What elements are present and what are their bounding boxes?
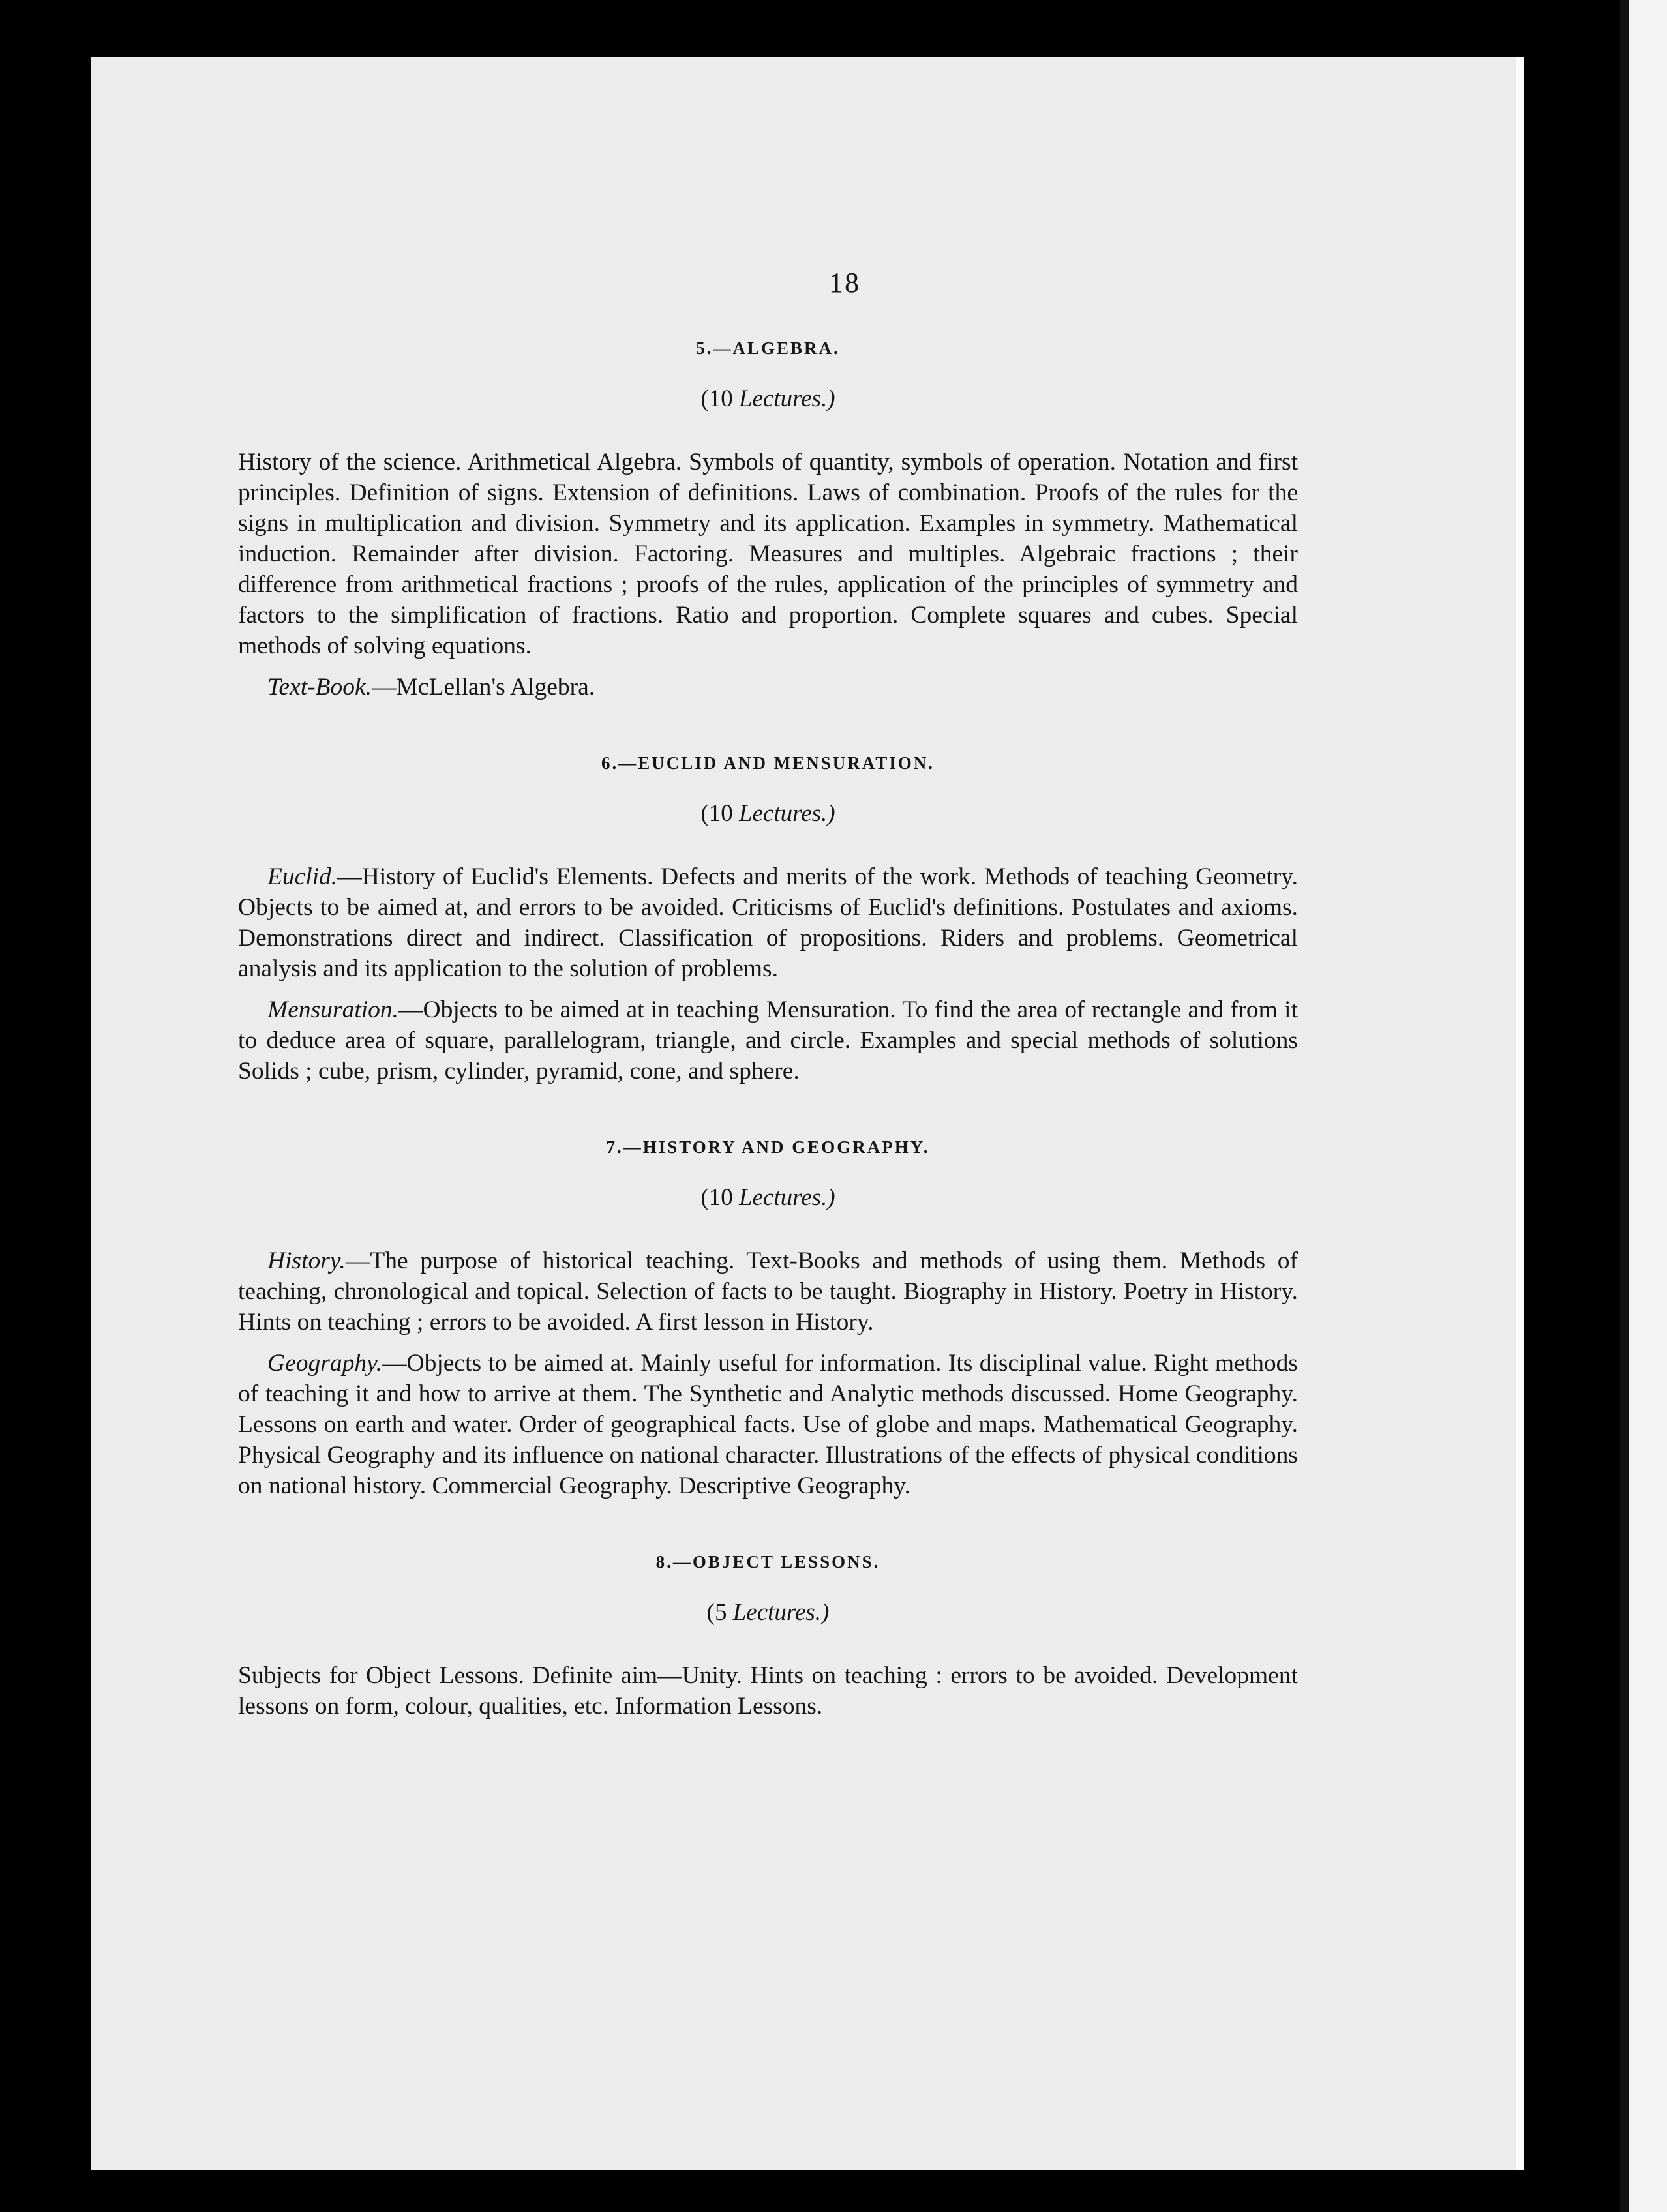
paragraph-text: —McLellan's Algebra. (372, 674, 595, 700)
heading-dash: — (623, 1137, 643, 1157)
page-content (238, 266, 1298, 1722)
section-title: EUCLID AND MENSURATION. (638, 753, 935, 773)
page-number: 18 (829, 267, 860, 299)
paragraph (238, 672, 1298, 702)
lecture-count-number: (10 (700, 1184, 733, 1211)
paragraph (238, 1348, 1298, 1501)
paragraph-lead: History. (267, 1248, 346, 1274)
section-title: ALGEBRA. (732, 338, 840, 358)
section-euclid (238, 753, 1298, 1086)
paragraph-text: —Objects to be aimed at. Mainly useful for information. Its disciplinal value. Right methods of teaching it and how to arrive at them. The Synthetic and Analytic methods discussed. Home Geography. Lessons on earth and water. Order of geographical facts. Use of globe and maps. Mathematical Geography. Physical Geography and its influence on national character. Illustrations of the effects of physical conditions on national history. Commercial Geography. Descriptive Geography. (238, 1350, 1298, 1499)
paragraph-lead: Euclid. (267, 863, 338, 890)
lecture-count-number: (5 (706, 1599, 727, 1626)
heading-dash: — (713, 338, 733, 358)
lecture-count-word: Lectures.) (738, 800, 835, 827)
lecture-count (238, 1184, 1298, 1212)
heading-dash: — (618, 753, 638, 773)
paragraph-text: Subjects for Object Lessons. Definite aim—Unity. Hints on teaching : errors to be avoided. Development lessons on form, colour, qualities, etc. Information Lessons. (238, 1662, 1298, 1720)
lecture-count (238, 385, 1298, 413)
section-number: 5. (696, 338, 713, 358)
section-heading (238, 1137, 1298, 1158)
paragraph (238, 861, 1298, 984)
paragraph-lead: Text-Book. (267, 674, 372, 700)
lecture-count (238, 800, 1298, 828)
lecture-count-word: Lectures.) (732, 1599, 830, 1626)
paragraph-text: —Objects to be aimed at in teaching Mensuration. To find the area of rectangle and from it to deduce area of square, parallelogram, triangle, and circle. Examples and special methods of solutions Solids ; cube, prism, cylinder, pyramid, cone, and sphere. (238, 996, 1298, 1084)
adjacent-page-strip (1629, 0, 1667, 2212)
section-heading (238, 1552, 1298, 1572)
paragraph-text: History of the science. Arithmetical Algebra. Symbols of quantity, symbols of operation. Notation and first principles. Definition of signs. Extension of definitions. Laws of combination. Proofs of the rules for the signs in multiplication and division. Symmetry and its application. Examples in symmetry. Mathematical induction. Remainder after division. Factoring. Measures and multiples. Algebraic fractions ; their difference from arithmetical fractions ; proofs of the rules, application of the principles of symmetry and factors to the simplification of fractions. Ratio and proportion. Complete squares and cubes. Special methods of solving equations. (238, 449, 1298, 659)
section-number: 6. (601, 753, 619, 773)
lecture-count (238, 1598, 1298, 1626)
section-number: 8. (655, 1552, 673, 1572)
lecture-count-number: (10 (700, 385, 733, 412)
lecture-count-word: Lectures.) (738, 1184, 835, 1211)
section-object-lessons (238, 1552, 1298, 1722)
paragraph-text: —History of Euclid's Elements. Defects and merits of the work. Methods of teaching Geometry. Objects to be aimed at, and errors to be avoided. Criticisms of Euclid's definitions. Postulates and axioms. Demonstrations direct and indirect. Classification of propositions. Riders and problems. Geometrical analysis and its application to the solution of problems. (238, 863, 1298, 982)
paragraph (238, 1246, 1298, 1338)
paragraph (238, 994, 1298, 1086)
heading-dash: — (672, 1552, 693, 1572)
section-heading (238, 338, 1298, 359)
section-algebra (238, 338, 1298, 702)
page-edge (1516, 57, 1524, 2170)
paragraph-text: —The purpose of historical teaching. Text-Books and methods of using them. Methods of teaching, chronological and topical. Selection of facts to be taught. Biography in History. Poetry in History. Hints on teaching ; errors to be avoided. A first lesson in History. (238, 1248, 1298, 1336)
paragraph (238, 1660, 1298, 1722)
section-history-geography (238, 1137, 1298, 1501)
binding-shadow (1620, 0, 1629, 2212)
section-title: HISTORY AND GEOGRAPHY. (642, 1137, 930, 1157)
paragraph-lead: Mensuration. (267, 996, 399, 1023)
paragraph-lead: Geography. (267, 1350, 383, 1377)
paragraph (238, 447, 1298, 661)
section-number: 7. (606, 1137, 623, 1157)
section-title: OBJECT LESSONS. (692, 1552, 880, 1572)
lecture-count-number: (10 (700, 800, 733, 827)
lecture-count-word: Lectures.) (738, 385, 835, 412)
section-heading (238, 753, 1298, 773)
